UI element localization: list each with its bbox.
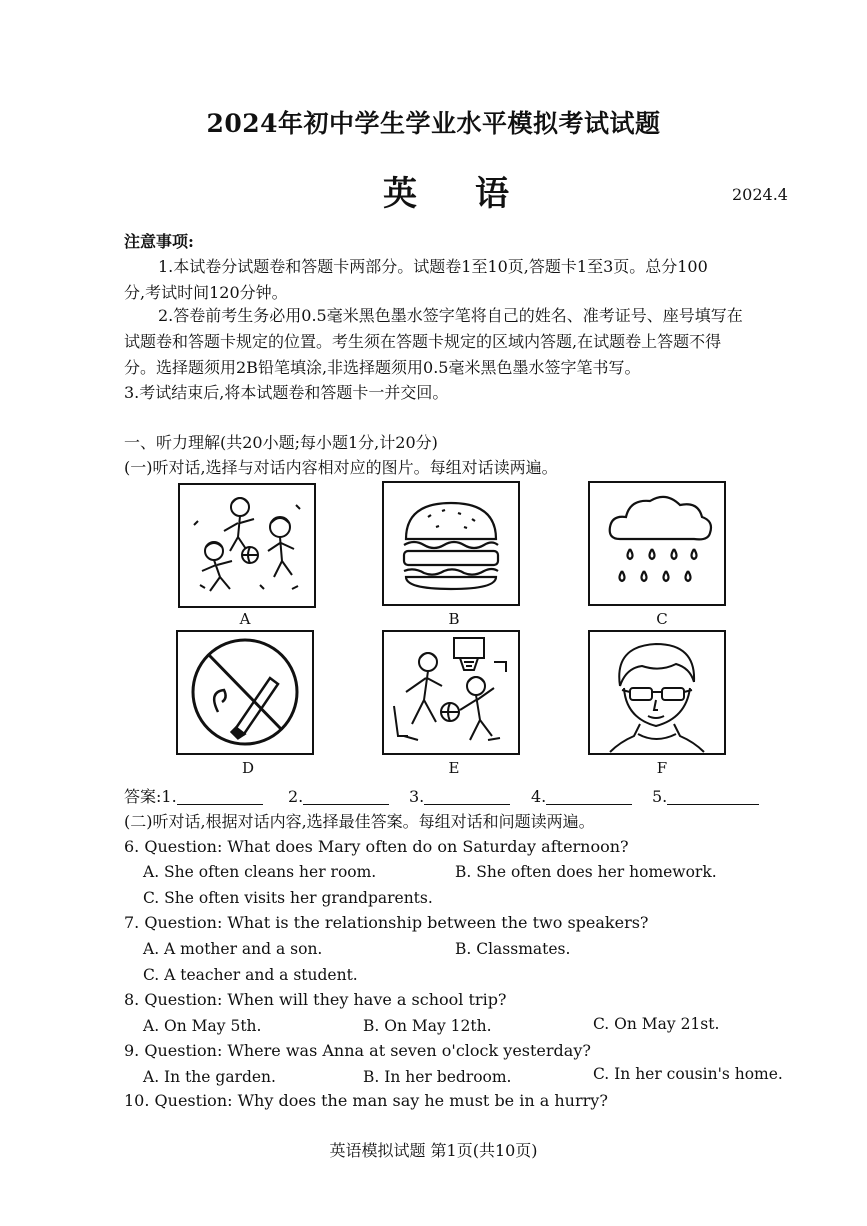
boy-with-glasses-icon bbox=[590, 632, 724, 753]
question-9-option-b: B. In her bedroom. bbox=[363, 1068, 512, 1086]
picture-d-label: D bbox=[241, 759, 255, 777]
picture-e-label: E bbox=[448, 759, 460, 777]
answer-num-2: 2. bbox=[288, 787, 304, 806]
note-2-line-2: 试题卷和答题卡规定的位置。考生须在答题卡规定的区域内答题,在试题卷上答题不得 bbox=[124, 332, 722, 351]
section-1-part-1: (一)听对话,选择与对话内容相对应的图片。每组对话读两遍。 bbox=[124, 458, 558, 477]
picture-d bbox=[176, 630, 314, 755]
answer-blank-5[interactable] bbox=[667, 788, 759, 805]
answer-num-3: 3. bbox=[409, 787, 425, 806]
picture-c bbox=[588, 481, 726, 606]
question-6-stem: 6. Question: What does Mary often do on Saturday afternoon? bbox=[124, 837, 629, 856]
answer-4 bbox=[531, 784, 632, 810]
question-6-option-c: C. She often visits her grandparents. bbox=[143, 889, 433, 907]
page-footer: 英语模拟试题 第1页(共10页) bbox=[329, 1141, 538, 1160]
exam-title: 2024年初中学生学业水平模拟考试试题 bbox=[206, 109, 661, 138]
question-7-stem: 7. Question: What is the relationship between the two speakers? bbox=[124, 913, 649, 932]
question-6-option-b: B. She often does her homework. bbox=[455, 863, 717, 881]
basketball-players-icon bbox=[384, 632, 518, 753]
answer-2 bbox=[288, 784, 389, 810]
picture-a-label: A bbox=[239, 610, 251, 628]
no-smoking-icon bbox=[178, 632, 312, 753]
answer-num-4: 4. bbox=[531, 787, 547, 806]
picture-f-label: F bbox=[656, 759, 668, 777]
picture-e bbox=[382, 630, 520, 755]
picture-c-label: C bbox=[656, 610, 668, 628]
question-10-stem: 10. Question: Why does the man say he must be in a hurry? bbox=[124, 1091, 608, 1110]
question-7-option-a: A. A mother and a son. bbox=[143, 940, 323, 958]
question-8-stem: 8. Question: When will they have a school trip? bbox=[124, 990, 507, 1009]
question-9-option-c: C. In her cousin's home. bbox=[593, 1065, 783, 1083]
picture-a bbox=[178, 483, 316, 608]
exam-date: 2024.4 bbox=[732, 185, 788, 204]
answer-blank-2[interactable] bbox=[303, 788, 389, 805]
question-7-option-b: B. Classmates. bbox=[455, 940, 571, 958]
rain-cloud-icon bbox=[590, 483, 724, 604]
kids-playing-icon bbox=[180, 485, 314, 606]
section-1-part-2: (二)听对话,根据对话内容,选择最佳答案。每组对话和问题读两遍。 bbox=[124, 812, 595, 831]
section-1-heading: 一、听力理解(共20小题;每小题1分,计20分) bbox=[124, 433, 438, 452]
note-2-line-3: 分。选择题须用2B铅笔填涂,非选择题须用0.5毫米黑色墨水签字笔书写。 bbox=[124, 358, 641, 377]
answer-label: 答案: bbox=[124, 787, 162, 806]
question-8-option-b: B. On May 12th. bbox=[363, 1017, 492, 1035]
question-9-option-a: A. In the garden. bbox=[143, 1068, 276, 1086]
answer-blank-1[interactable] bbox=[177, 788, 263, 805]
answer-5 bbox=[652, 784, 759, 810]
answer-num-5: 5. bbox=[652, 787, 668, 806]
notes-heading: 注意事项: bbox=[124, 232, 194, 251]
answer-3 bbox=[409, 784, 510, 810]
question-7-option-c: C. A teacher and a student. bbox=[143, 966, 358, 984]
hamburger-icon bbox=[384, 483, 518, 604]
note-1-line-1: 1.本试卷分试题卷和答题卡两部分。试题卷1至10页,答题卡1至3页。总分100 bbox=[158, 257, 708, 276]
subject-title: 英语 bbox=[383, 174, 567, 214]
question-8-option-a: A. On May 5th. bbox=[143, 1017, 262, 1035]
question-8-option-c: C. On May 21st. bbox=[593, 1015, 720, 1033]
answer-blank-4[interactable] bbox=[546, 788, 632, 805]
picture-f bbox=[588, 630, 726, 755]
answer-num-1: 1. bbox=[161, 787, 177, 806]
answer-blank-3[interactable] bbox=[424, 788, 510, 805]
picture-b bbox=[382, 481, 520, 606]
note-1-line-2: 分,考试时间120分钟。 bbox=[124, 283, 288, 302]
question-9-stem: 9. Question: Where was Anna at seven o'clock yesterday? bbox=[124, 1041, 591, 1060]
note-3: 3.考试结束后,将本试题卷和答题卡一并交回。 bbox=[124, 383, 449, 402]
picture-b-label: B bbox=[448, 610, 460, 628]
question-6-option-a: A. She often cleans her room. bbox=[143, 863, 377, 881]
answer-row bbox=[124, 784, 263, 810]
note-2-line-1: 2.答卷前考生务必用0.5毫米黑色墨水签字笔将自己的姓名、准考证号、座号填写在 bbox=[158, 306, 743, 325]
